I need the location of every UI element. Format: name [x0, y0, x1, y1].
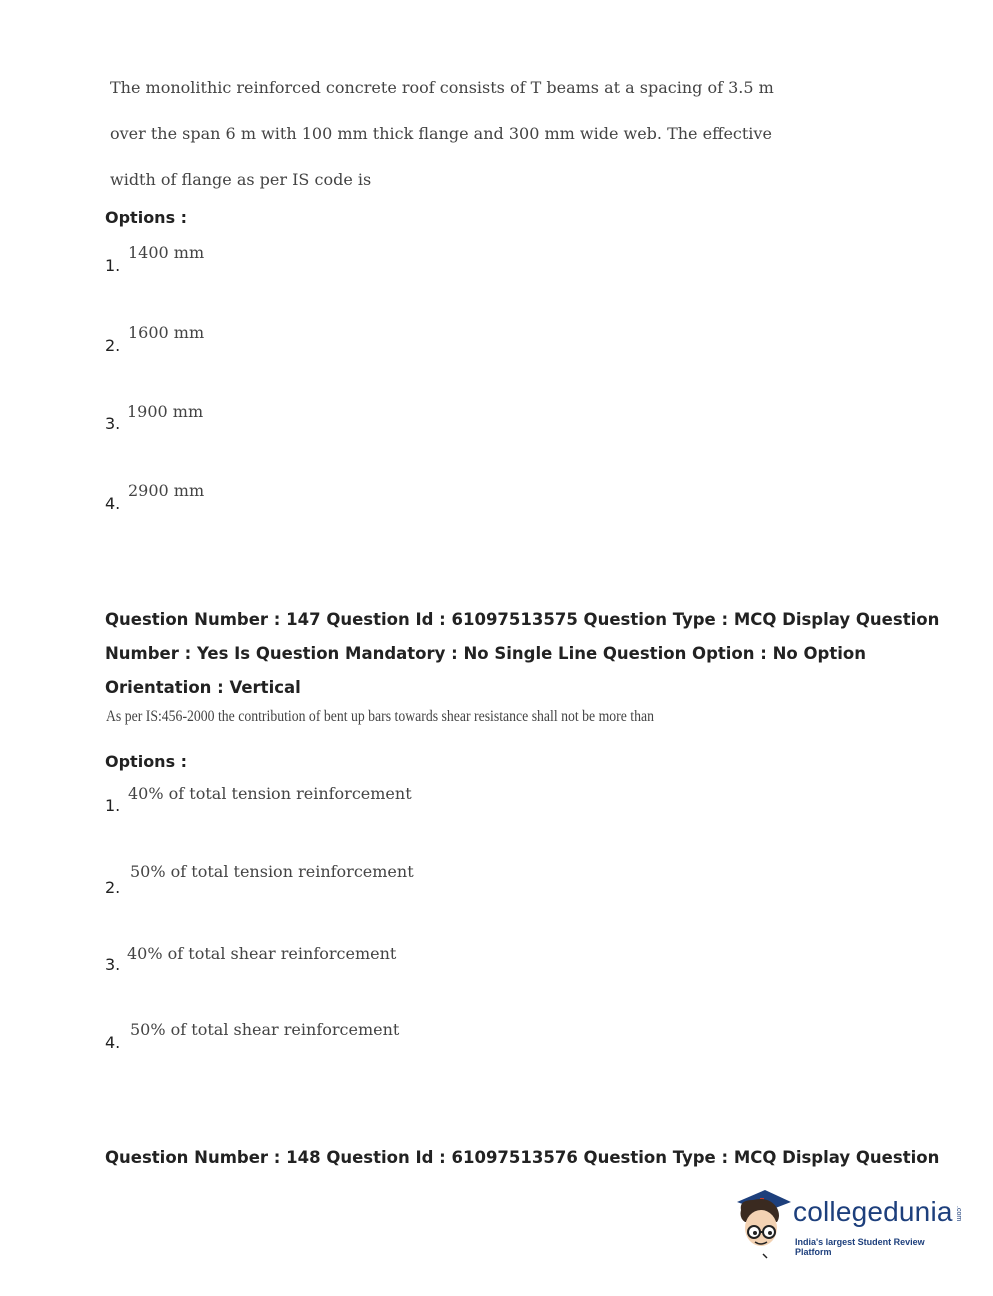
- logo-tagline: India's largest Student Review Platform: [795, 1237, 925, 1257]
- option-number: 4.: [105, 494, 121, 513]
- option-number: 1.: [105, 796, 121, 815]
- option-text: 40% of total shear reinforcement: [127, 944, 397, 963]
- option-number: 4.: [105, 1033, 121, 1052]
- option-number: 2.: [105, 336, 121, 355]
- question-text-line: width of flange as per IS code is: [110, 170, 372, 189]
- question-meta-line: Question Number : 148 Question Id : 61097513576 Question Type : MCQ Display Question: [105, 1148, 940, 1167]
- option-number: 3.: [105, 414, 121, 433]
- option-number: 1.: [105, 256, 121, 275]
- option-text: 1400 mm: [128, 243, 205, 262]
- logo-suffix: .com: [955, 1206, 962, 1222]
- option-text: 40% of total tension reinforcement: [128, 784, 412, 803]
- option-text: 50% of total shear reinforcement: [130, 1020, 400, 1039]
- option-text: 1900 mm: [127, 402, 204, 421]
- option-number: 2.: [105, 878, 121, 897]
- option-number: 3.: [105, 955, 121, 974]
- question-text-line: The monolithic reinforced concrete roof consists of T beams at a spacing of 3.5 m: [110, 78, 774, 97]
- options-label: Options :: [105, 752, 188, 771]
- logo-wordmark: collegedunia: [793, 1196, 953, 1227]
- question-meta-line: Orientation : Vertical: [105, 678, 301, 697]
- option-text: 1600 mm: [128, 323, 205, 342]
- question-meta-line: Question Number : 147 Question Id : 61097513575 Question Type : MCQ Display Question: [105, 610, 940, 629]
- collegedunia-logo: [733, 1188, 963, 1260]
- question-text-line: over the span 6 m with 100 mm thick flange and 300 mm wide web. The effective: [110, 124, 772, 143]
- mascot-icon: [733, 1188, 793, 1260]
- option-text: 50% of total tension reinforcement: [130, 862, 414, 881]
- options-label: Options :: [105, 208, 188, 227]
- option-text: 2900 mm: [128, 481, 205, 500]
- question-text: As per IS:456-2000 the contribution of bent up bars towards shear resistance shall not be more than: [106, 708, 654, 725]
- question-meta-line: Number : Yes Is Question Mandatory : No Single Line Question Option : No Option: [105, 644, 866, 663]
